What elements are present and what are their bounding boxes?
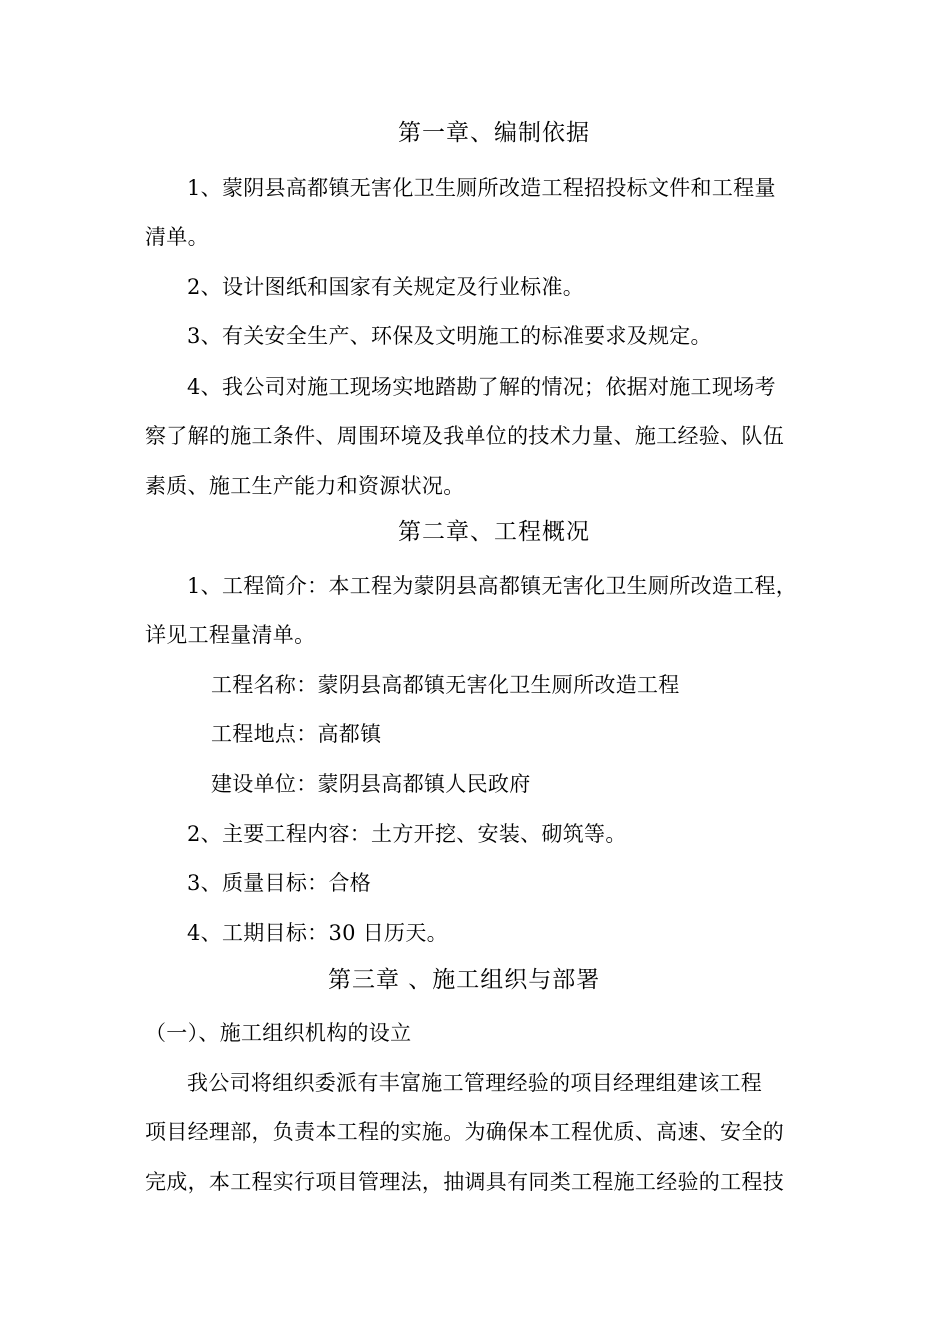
chapter3-section1: （一）、施工组织机构的设立 bbox=[145, 1021, 412, 1045]
chapter2-item3: 3、质量目标：合格 bbox=[187, 871, 372, 895]
chapter1-item3: 3、有关安全生产、环保及文明施工的标准要求及规定。 bbox=[187, 324, 712, 348]
chapter3-title: 第三章 、施工组织与部署 bbox=[328, 967, 601, 993]
chapter2-title: 第二章、工程概况 bbox=[398, 519, 590, 545]
chapter1-item2: 2、设计图纸和国家有关规定及行业标准。 bbox=[187, 275, 585, 299]
project-location: 工程地点：高都镇 bbox=[211, 722, 382, 746]
chapter2-intro-line1: 1、工程简介：本工程为蒙阴县高都镇无害化卫生厕所改造工程， bbox=[187, 574, 798, 598]
chapter2-item2: 2、主要工程内容：土方开挖、安装、砌筑等。 bbox=[187, 822, 627, 846]
chapter1-title: 第一章、编制依据 bbox=[398, 120, 590, 146]
chapter1-item4-line1: 4、我公司对施工现场实地踏勘了解的情况；依据对施工现场考 bbox=[187, 375, 776, 399]
project-name: 工程名称：蒙阴县高都镇无害化卫生厕所改造工程 bbox=[211, 673, 680, 697]
chapter2-intro-line2: 详见工程量清单。 bbox=[145, 623, 316, 647]
chapter3-para-line2: 项目经理部，负责本工程的实施。为确保本工程优质、高速、安全的 bbox=[145, 1120, 784, 1144]
chapter2-item4: 4、工期目标：30 日历天。 bbox=[187, 921, 448, 945]
chapter1-item1-line2: 清单。 bbox=[145, 225, 209, 249]
chapter3-para-line1: 我公司将组织委派有丰富施工管理经验的项目经理组建该工程 bbox=[187, 1071, 763, 1095]
project-owner: 建设单位：蒙阴县高都镇人民政府 bbox=[211, 772, 531, 796]
chapter1-item1-line1: 1、蒙阴县高都镇无害化卫生厕所改造工程招投标文件和工程量 bbox=[187, 176, 776, 200]
chapter1-item4-line2: 察了解的施工条件、周围环境及我单位的技术力量、施工经验、队伍 bbox=[145, 424, 784, 448]
chapter3-para-line3: 完成，本工程实行项目管理法，抽调具有同类工程施工经验的工程技 bbox=[145, 1170, 784, 1194]
chapter1-item4-line3: 素质、施工生产能力和资源状况。 bbox=[145, 474, 465, 498]
